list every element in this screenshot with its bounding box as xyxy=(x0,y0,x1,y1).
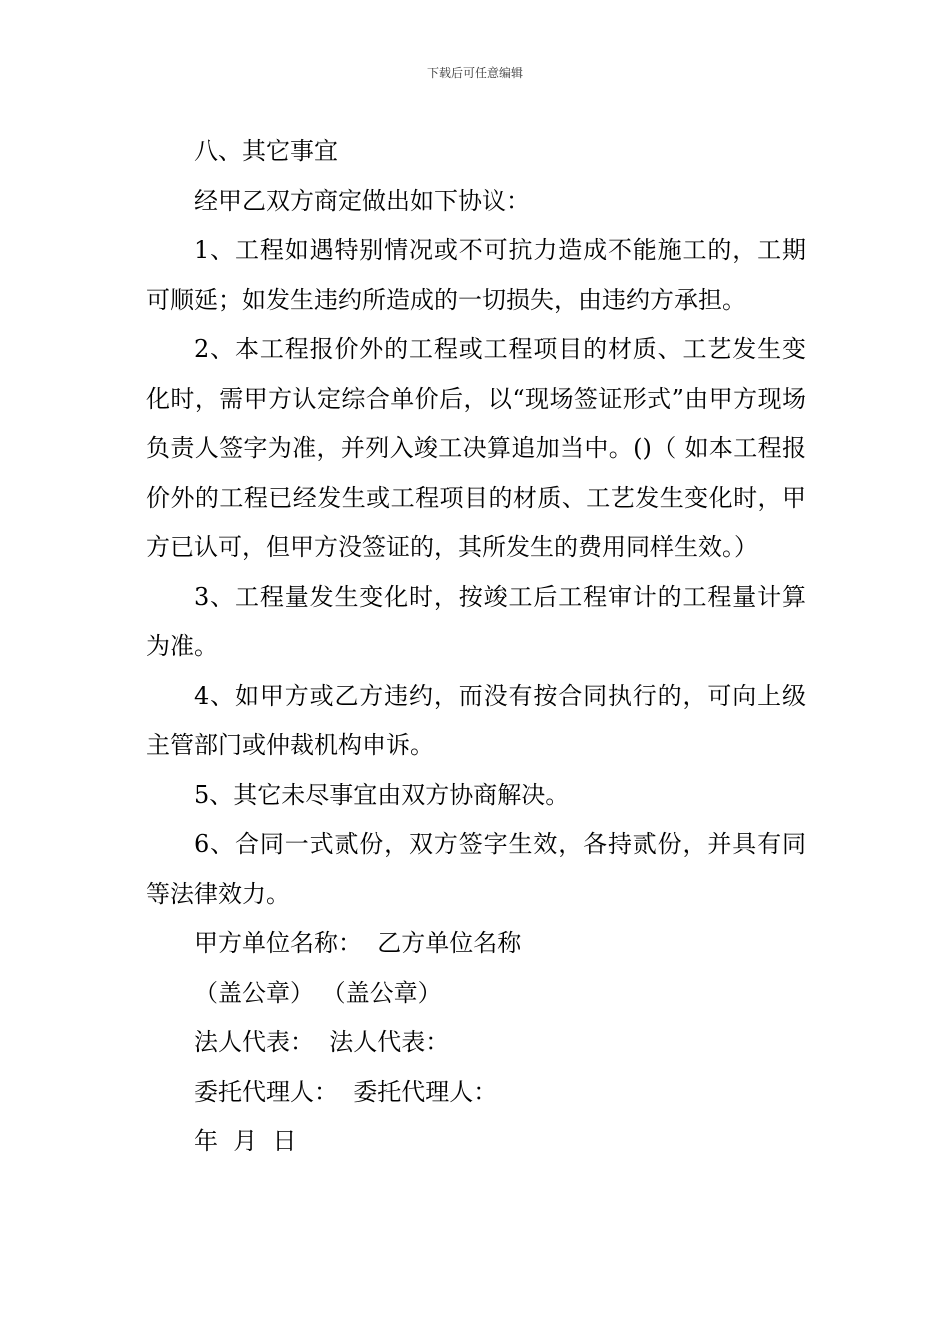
clause-3: 3、工程量发生变化时，按竣工后工程审计的工程量计算为准。 xyxy=(146,582,806,660)
intro-paragraph: 经甲乙双方商定做出如下协议： xyxy=(194,186,530,215)
clause-6: 6、合同一式贰份，双方签字生效，各持贰份，并具有同等法律效力。 xyxy=(146,830,806,908)
clause-2: 2、本工程报价外的工程或工程项目的材质、工艺发生变化时，需甲方认定综合单价后，以“现场签证形式”由甲方现场负责人签字为准，并列入竣工决算追加当中。()（ 如本工程报价外的工程已经发生或工程项目的材质、工艺发生变化时，甲方已认可，但甲方没签证的，其所发生的费用同样生效。） xyxy=(146,335,806,561)
page-header-note: 下载后可任意编辑 xyxy=(426,66,523,80)
clause-5: 5、其它未尽事宜由双方协商解决。 xyxy=(194,780,570,809)
document-body xyxy=(146,127,806,1167)
signature-date: 年 月 日 xyxy=(194,1127,297,1155)
signature-seals: （盖公章） （盖公章） xyxy=(194,978,442,1007)
clause-4: 4、如甲方或乙方违约，而没有按合同执行的，可向上级主管部门或仲裁机构申诉。 xyxy=(146,681,806,759)
signature-legal-reps: 法人代表： 法人代表： xyxy=(194,1028,450,1056)
clause-1: 1、工程如遇特别情况或不可抗力造成不能施工的，工期可顺延；如发生违约所造成的一切损失，由违约方承担。 xyxy=(146,236,806,314)
signature-party-names: 甲方单位名称： 乙方单位名称 xyxy=(194,929,522,957)
signature-agents: 委托代理人： 委托代理人： xyxy=(194,1077,498,1106)
section-title: 八、其它事宜 xyxy=(194,137,338,165)
